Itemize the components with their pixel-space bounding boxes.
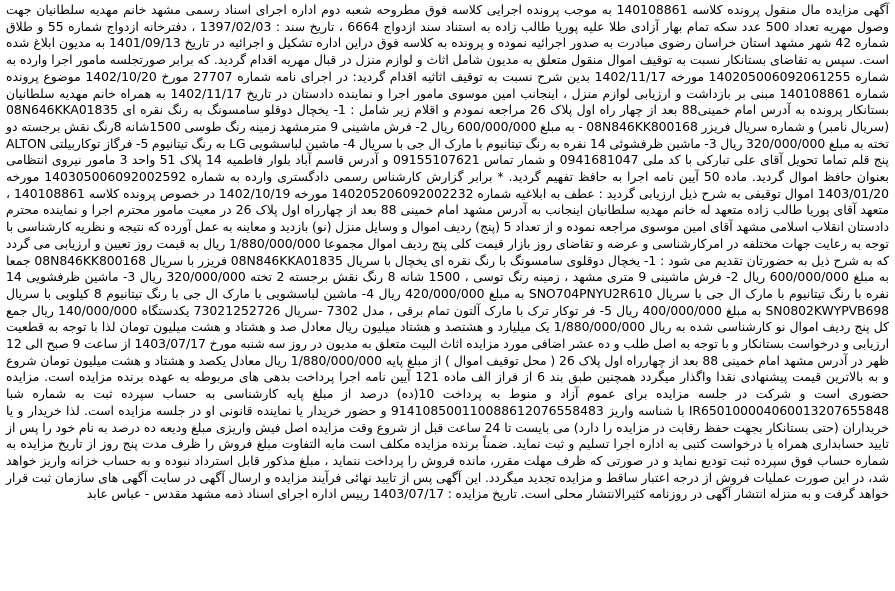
notice-body-text: آگهی مزایده مال منقول پرونده کلاسه 140108861 به موجب پرونده اجرایی کلاسه فوق مطروحه شعبه دوم اداره اجرای اسناد رسمی مشهد خانم مهدیه سلطانیان جهت وصول مهریه تعداد 500 عدد سکه تمام بهار آزادی طلا علیه پوریا طالب زاده به استناد سند ازدواج 6664 ، تاریخ سند : 1397/02/03 ، دفترخانه ازدواج شماره 55 و طلاق شماره 42 شهر مشهد استان خراسان رضوی مبادرت به صدور اجرائیه نموده و پرونده به کلاسه فوق دراین اداره تشکیل و اجرائیه در تاریخ 1401/09/13 به مدیون ابلاغ شده است. سپس به تقاضای بستانکار نسبت به توقیف اموال منقول متعلق به مدیون شامل اثاث و لوازم منزل در قبال مهریه اقدام گردید. که برابر صورتجلسه مامور اجرا وارده به شماره 140205006092061255 مورخه 1402/11/17 بدین شرح نسبت به توقیف اثاثیه اقدام گردید: در اجرای نامه شماره 27707 مورخ 1402/10/20 موضوع پرونده شماره 140108861 مبنی بر بازداشت و ارزیابی لوازم منزل ، اینجانب امین موسوی مامور اجرا و نماینده دادستان در تاریخ 1402/11/17 به همراه خانم مهدیه سلطانیان بستانکار پرونده به آدرس امام خمینی88 بعد از چهار راه اول پلاک 26 مراجعه نمودم و اقلام زیر شامل : 1- یخچال دوقلو سامسونگ به رنگ نقره ای 08N646KKA01835 (سریال نامبر) و شماره سریال فریزر 08N846KK800168 - به مبلغ 600/000/000 ریال 2- فرش ماشینی 9 مترمشهد زمینه رنگ طوسی 1500شانه 8رنگ نقش برجسته دو تخته به مبلغ 320/000/000 ریال 3- ماشین ظرفشوئی 14 نفره به رنگ تیتانیوم با مارک ال جی با سریال 4- ماشین لباسشویی LG به رنگ تیتانیوم 5- فرگاز توکاربیلتی ALTON پنج قلم تماما تحویل آقای علی تبارکی با کد ملی 0941681047 و شمار تماس 09155107621 و آدرس قاسم آباد بلوار فاطمیه 14 پلاک 51 واحد 3 مامور نیروی انتظامی بعنوان حافظ اموال گردید. ماده 50 آیین نامه اجرا به حافظ تفهیم گردید. * برابر گزارش کارشناس رسمی دادگستری وارده به شماره 140305006092002592 مورخه 1403/01/20 اموال توقیفی به شرح ذیل ارزیابی گردید : عطف به ابلاغیه شماره 140205206092002232 مورخه 1402/10/19 در خصوص پرونده کلاسه 140108861 ، متعهد آقای پوریا طالب زاده متعهد له خانم مهدیه سلطانیان اینجانب به آدرس مشهد امام خمینی 88 بعد از چهارراه اول پلاک 26 در معیت مامور محترم اجرا و نماینده محترم دادستان انقلاب اسلامی مشهد آقای امین موسوی مراجعه نموده و از تعداد 5 (پنج) ردیف اموال و وسایل منزل (نو) بازدید و معاینه به عمل آورده که نتیجه و نظریه کارشناسی با توجه به رعایت جهات مختلفه در امرکارشناسی و عرضه و تقاضای روز بازار قیمت کلی پنج ردیف اموال مجموعا 1/880/000/000 ریال به قیمت روز تعیین و ارزیابی می گردد که به شرح ذیل به حضورتان تقدیم می شود : 1- یخچال دوقلوی سامسونگ با رنگ نقره ای یخچال با سریال 08N846KKA01835 فریزر با سریال 08N846KK800168 جمعا به مبلغ 600/000/000 ریال 2- فرش ماشینی 9 متری مشهد ، زمینه رنگ توسی ، 1500 شانه 8 رنگ نقش برجسته 2 تخته 320/000/000 ریال 3- ماشین ظرفشویی 14 نفره با رنگ تیتانیوم با مارک ال جی با سریال SNO704PNYU2R610 به مبلغ 420/000/000 ریال 4- ماشین لباسشویی با مارک ال جی با رنگ تیتانیوم 8 کیلویی با سریال SN0802KWYPVB698 به مبلغ 400/000/000 ریال 5- فر توکار ترک با مارک آلتون تمام برقی ، مدل 7302 -سریال 73021252726 یکدستگاه 140/000/000 ریال جمع کل پنج ردیف اموال نو کارشناسی شده به ریال 1/880/000/000 یک میلیارد و هشتصد و هشتاد میلیون ریال معادل صد و هشتاد و هشت میلیون تومان لذا با توجه به قطعیت ارزیابی و درخواست بستانکار و با توجه به اصل طلب و ده عشر اضافی مورد مزایده اثاث البیت متعلق به مدیون در روز سه شنبه مورخ 1403/07/17 از ساعت 9 صبح الی 12 ظهر در آدرس مشهد امام خمینی 88 بعد از چهارراه اول پلاک 26 ( محل توقیف اموال ) از مبلغ پایه 1/880/000/000 ریال معادل یکصد و هشتاد و هشت میلیون تومان شروع و به بالاترین قیمت پیشنهادی نقدا واگذار میگردد همچنین طبق بند 6 از فراز الف ماده 121 آیین نامه اجرا پرداخت بدهی های مربوطه به عهده برنده مزایده است. مزایده حضوری است و شرکت در جلسه مزایده برای عموم آزاد و منوط به پرداخت 10(ده) درصد از مبلغ پایه کارشناسی به حساب سپرده ثبت به شماره شبا IR650100004060013207655848 با شناسه واریز 914108500110088612076558483 و حضور خریدار یا نماینده قانونی او در جلسه مزایده است. لذا خریدار و یا خریداران (حتی بستانکار بجهت حفظ رقابت در مزایده را دارد) می بایست تا 24 ساعت قبل از شروع وقت مزایده اصل فیش واریزی مبلغ ودیعه ده درصد به نام خود را پس از تایید حسابداری همراه با درخواست کتبی به اداره اجرا تسلیم و ثبت نماید. ضمناً برنده مزایده مکلف است مابه التفاوت مبلغ فروش را ظرف مدت پنج روز از تاریخ مزایده به شماره حساب فوق سپرده ثبت تودیع نماید و در صورتی که ظرف مهلت مقرر، مانده فروش را پرداخت ننماید ، مبلغ مذکور قابل استرداد نبوده و به حساب خزانه واریز خواهد شد، در این صورت عملیات فروش از درجه اعتبار ساقط و مزایده تجدید میگردد. این آگهی پس از تایید نهائی فرآیند مزایده و ارسال آگهی در سایت آگهی های سازمان ثبت قرار خواهد گرفت و به منزله انتشار آگهی در روزنامه کثیرالانتشار محلی است. تاریخ مزایده : 1403/07/17 رییس اداره اجرای اسناد ذمه مشهد مقدس - عباس عابد xyxy=(6,2,890,502)
